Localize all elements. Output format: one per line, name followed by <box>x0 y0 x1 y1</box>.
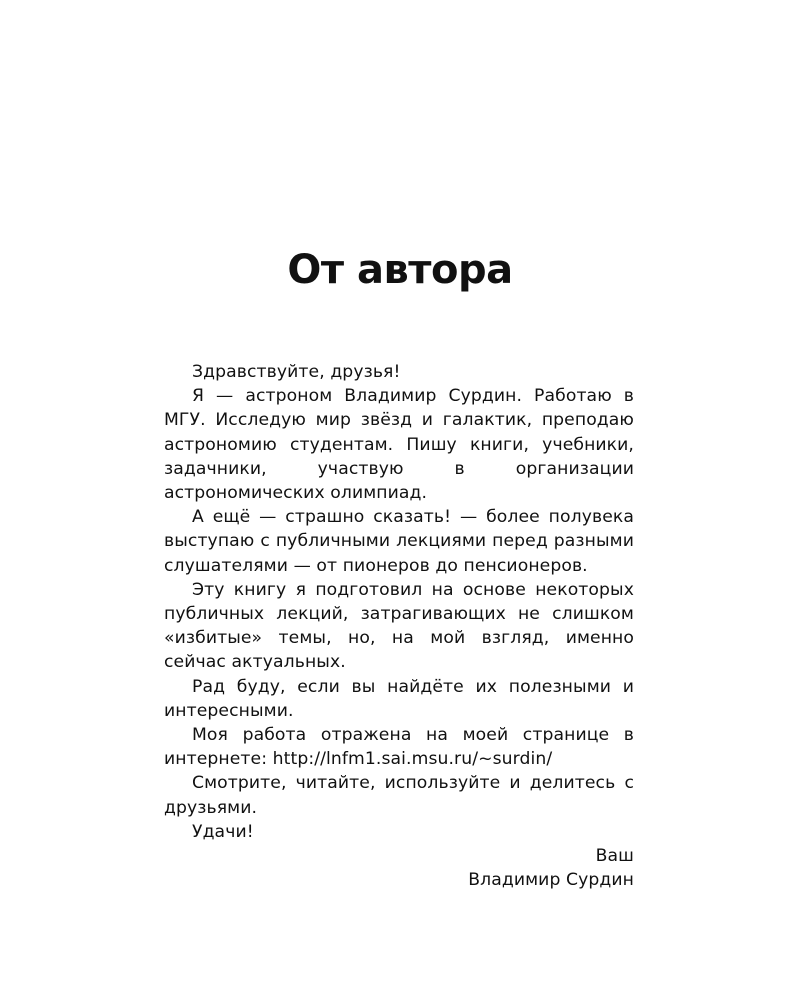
paragraph-website: Моя работа отражена на моей странице в интернете: http://lnfm1.sai.msu.ru/~surdin/ <box>164 725 634 770</box>
paragraph-introduction: Я — астроном Владимир Сурдин. Работаю в МГУ. Исследую мир звёзд и галактик, преподаю астрономию студентам. Пишу книги, учебники, задачники, участвую в организации астрономических олимпиад. <box>164 386 634 504</box>
page-title: От автора <box>287 247 513 293</box>
paragraph-book-origin: Эту книгу я подготовил на основе некоторых публичных лекций, затрагивающих не слишком «избитые» темы, но, на мой взгляд, именно сейчас актуальных. <box>164 579 634 673</box>
paragraph-wish: Рад буду, если вы найдёте их полезными и интересными. <box>164 676 634 721</box>
paragraph-good-luck: Удачи! <box>192 821 254 842</box>
paragraph-share: Смотрите, читайте, используйте и делитесь с друзьями. <box>164 773 634 818</box>
signature-line-2: Владимир Сурдин <box>468 870 634 891</box>
paragraph-lectures: А ещё — страшно сказать! — более полувека выступаю с публичными лекциями перед разными слушателями — от пионеров до пенсионеров. <box>164 507 634 576</box>
paragraph-greeting: Здравствуйте, друзья! <box>192 362 401 382</box>
signature-line-1: Ваш <box>595 846 634 867</box>
preface-text <box>164 360 634 892</box>
